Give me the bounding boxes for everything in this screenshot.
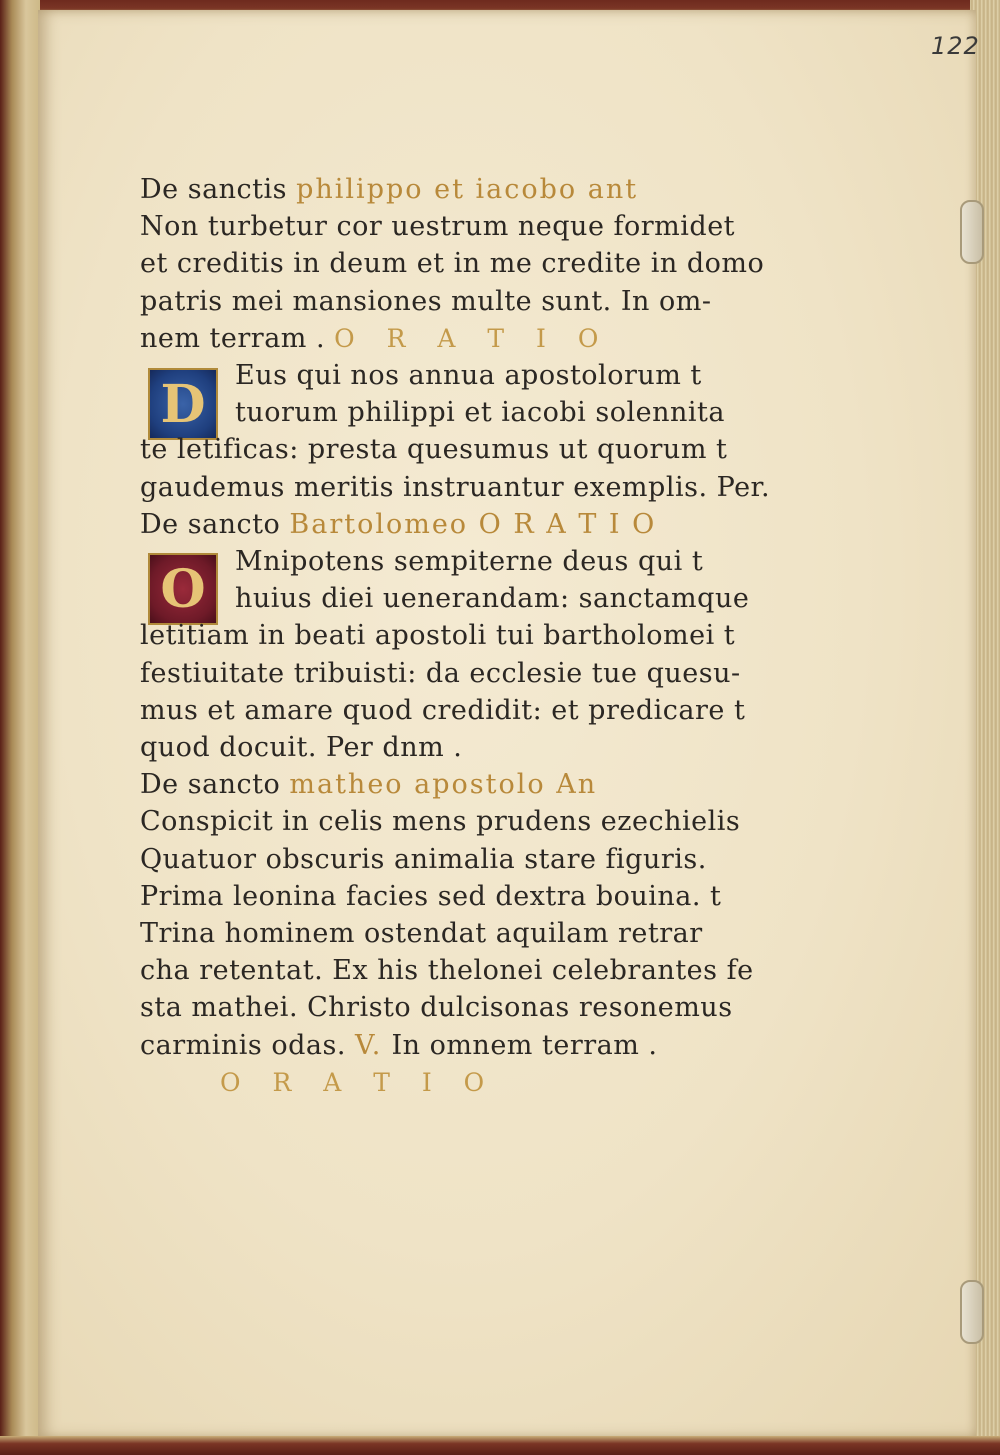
text-segment: De sanctis (140, 174, 297, 205)
text-line (235, 579, 855, 619)
text-line (140, 430, 760, 470)
text-segment: tuorum philippi et iacobi solennita (235, 397, 725, 429)
rubric-segment: philippo et iacobo ant (296, 174, 639, 205)
initial-letter-o: O (160, 558, 206, 620)
text-segment: Conspicit in celis mens prudens ezechielis (140, 806, 741, 838)
text-line (220, 1063, 840, 1103)
text-segment: te letificas: presta quesumus ut quorum t (140, 434, 728, 466)
text-segment: cha retentat. Ex his thelonei celebrantes fe (140, 955, 754, 987)
text-line (140, 988, 760, 1028)
illuminated-initial-d (148, 368, 218, 440)
clasp-top (960, 200, 984, 264)
text-line (140, 505, 760, 545)
clasp-bottom (960, 1280, 984, 1344)
text-line (140, 170, 760, 210)
folio-number: 122 (931, 32, 980, 60)
rubric-segment: O R A T I O (220, 1067, 497, 1097)
text-segment: quod docuit. Per dnm . (140, 732, 463, 763)
text-segment: festiuitate tribuisti: da ecclesie tue quesu- (140, 657, 741, 689)
text-segment: letitiam in beati apostoli tui bartholomei t (140, 620, 736, 652)
illuminated-initial-o (148, 553, 218, 625)
rubric-segment: matheo apostolo An (289, 769, 598, 801)
text-segment: Mnipotens sempiterne deus qui t (235, 546, 704, 577)
text-segment: et creditis in deum et in me credite in domo (140, 248, 765, 280)
text-segment: carminis odas. (140, 1029, 355, 1061)
text-segment: Trina hominem ostendat aquilam retrar (140, 918, 703, 949)
book-gutter (0, 0, 40, 1455)
initial-letter-d: D (160, 373, 206, 435)
text-segment: Non turbetur cor uestrum neque formidet (140, 211, 736, 243)
text-segment: huius diei uenerandam: sanctamque (235, 583, 750, 615)
text-line (140, 840, 760, 880)
text-segment: sta mathei. Christo dulcisonas resonemus (140, 992, 733, 1024)
text-line (140, 691, 760, 731)
text-segment: gaudemus meritis instruantur exemplis. Per. (140, 471, 771, 503)
text-line (140, 802, 760, 842)
text-line (140, 1026, 760, 1066)
text-line (140, 914, 760, 954)
text-line (140, 319, 760, 359)
text-segment: patris mei mansiones multe sunt. In om- (140, 285, 712, 317)
text-line (140, 765, 760, 805)
text-line (140, 728, 760, 768)
text-segment: Eus qui nos annua apostolorum t (235, 360, 702, 391)
rubric-segment: Bartolomeo O R A T I O (289, 508, 657, 540)
text-segment: nem terram . (140, 322, 335, 354)
text-line (140, 654, 760, 694)
text-line (140, 244, 765, 284)
text-line (235, 542, 855, 582)
text-segment: In omnem terram . (382, 1029, 658, 1061)
text-segment: De sancto (140, 508, 290, 540)
text-segment: Prima leonina facies sed dextra bouina. t (140, 880, 722, 912)
text-line (235, 356, 855, 396)
text-line (235, 393, 855, 433)
text-line (140, 877, 760, 917)
rubric-segment: V. (354, 1029, 383, 1061)
rubric-segment: O R A T I O (334, 323, 611, 353)
book-bottom-edge (0, 1436, 1000, 1455)
text-line (140, 282, 760, 322)
text-line (140, 616, 760, 656)
text-line (140, 207, 760, 247)
text-line (140, 468, 771, 508)
text-segment: Quatuor obscuris animalia stare figuris. (140, 843, 707, 875)
text-line (140, 951, 760, 991)
text-segment: De sancto (140, 769, 290, 801)
text-segment: mus et amare quod credidit: et predicare t (140, 694, 746, 726)
